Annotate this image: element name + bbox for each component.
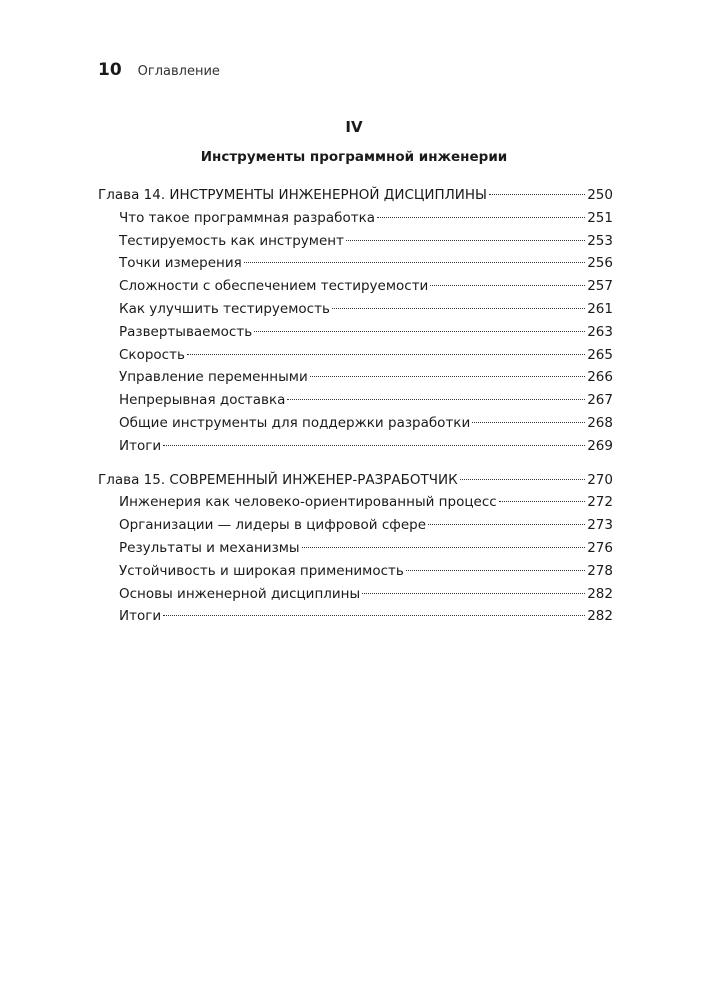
toc-page-number: 282: [587, 608, 613, 625]
toc-page-number: 278: [587, 562, 613, 579]
toc-section-title: Основы инженерной дисциплины: [119, 585, 361, 602]
part-title: Инструменты программной инженерии: [200, 149, 508, 165]
dot-leader: [244, 262, 585, 263]
toc-page-number: 270: [587, 471, 613, 488]
dot-leader: [163, 615, 585, 616]
toc-section[interactable]: [98, 491, 613, 514]
toc-page-number: 251: [587, 209, 613, 226]
toc-section[interactable]: [98, 412, 613, 435]
toc-page-number: 261: [587, 300, 613, 317]
toc-chapter-title: Глава 15. СОВРЕМЕННЫЙ ИНЖЕНЕР-РАЗРАБОТЧИК: [98, 471, 458, 488]
dot-leader: [346, 240, 585, 241]
toc-section-title: Итоги: [119, 437, 162, 454]
dot-leader: [302, 547, 586, 548]
dot-leader: [332, 308, 585, 309]
toc-page-number: 250: [587, 187, 613, 203]
dot-leader: [460, 479, 586, 480]
toc-chapter-title: Глава 14. ИНСТРУМЕНТЫ ИНЖЕНЕРНОЙ ДИСЦИПЛИНЫ: [98, 187, 487, 203]
toc-page-number: 253: [587, 232, 613, 249]
toc-section[interactable]: [98, 207, 613, 230]
toc-page-number: 256: [587, 255, 613, 272]
toc-section[interactable]: [98, 252, 613, 275]
toc-chapter[interactable]: [98, 184, 613, 207]
toc-section[interactable]: [98, 560, 613, 583]
toc-section[interactable]: [98, 230, 613, 253]
table-of-contents: [98, 184, 613, 628]
dot-leader: [428, 524, 585, 525]
toc-section-title: Результаты и механизмы: [119, 539, 300, 556]
chapter-gap: [98, 458, 613, 469]
toc-section-title: Организации — лидеры в цифровой сфере: [119, 517, 426, 534]
toc-section-title: Сложности с обеспечением тестируемости: [119, 278, 429, 295]
toc-page-number: 268: [587, 414, 613, 431]
dot-leader: [187, 354, 585, 355]
dot-leader: [163, 445, 585, 446]
toc-section-title: Устойчивость и широкая применимость: [119, 562, 404, 579]
toc-section[interactable]: [98, 275, 613, 298]
toc-section-title: Как улучшить тестируемость: [119, 300, 330, 317]
toc-page-number: 267: [587, 392, 613, 409]
dot-leader: [377, 217, 585, 218]
dot-leader: [362, 593, 585, 594]
toc-page-number: 272: [587, 494, 613, 511]
dot-leader: [287, 399, 585, 400]
dot-leader: [310, 376, 585, 377]
toc-page-number: 263: [587, 323, 613, 340]
dot-leader: [406, 570, 585, 571]
toc-section[interactable]: [98, 537, 613, 560]
dot-leader: [489, 194, 585, 195]
toc-section[interactable]: [98, 298, 613, 321]
toc-section[interactable]: [98, 321, 613, 344]
toc-chapter[interactable]: [98, 469, 613, 492]
toc-page-number: 266: [587, 369, 613, 386]
toc-section[interactable]: [98, 514, 613, 537]
toc-section-title: Итоги: [119, 608, 162, 625]
toc-page-number: 282: [587, 585, 613, 602]
toc-section[interactable]: [98, 366, 613, 389]
toc-section[interactable]: [98, 344, 613, 367]
dot-leader: [499, 501, 586, 502]
toc-section-title: Непрерывная доставка: [119, 392, 286, 409]
toc-section-title: Развертываемость: [119, 323, 253, 340]
toc-section[interactable]: [98, 583, 613, 606]
toc-page-number: 276: [587, 539, 613, 556]
toc-section-title: Что такое программная разработка: [119, 209, 376, 226]
toc-page-number: 273: [587, 517, 613, 534]
part-numeral: IV: [345, 118, 363, 136]
page-header: [98, 60, 220, 80]
running-title: Оглавление: [137, 64, 220, 79]
toc-section-title: Инженерия как человеко-ориентированный процесс: [119, 494, 497, 511]
toc-section-title: Точки измерения: [119, 255, 242, 272]
toc-page-number: 265: [587, 346, 613, 363]
toc-section-title: Управление переменными: [119, 369, 308, 386]
toc-page-number: 269: [587, 437, 613, 454]
toc-section[interactable]: [98, 435, 613, 458]
toc-section-title: Скорость: [119, 346, 185, 363]
toc-section-title: Общие инструменты для поддержки разработки: [119, 414, 471, 431]
dot-leader: [254, 331, 585, 332]
toc-page-number: 257: [587, 278, 613, 295]
dot-leader: [472, 422, 585, 423]
page-number: 10: [98, 60, 122, 80]
toc-section[interactable]: [98, 389, 613, 412]
toc-section-title: Тестируемость как инструмент: [119, 232, 344, 249]
dot-leader: [430, 285, 585, 286]
toc-section[interactable]: [98, 605, 613, 628]
